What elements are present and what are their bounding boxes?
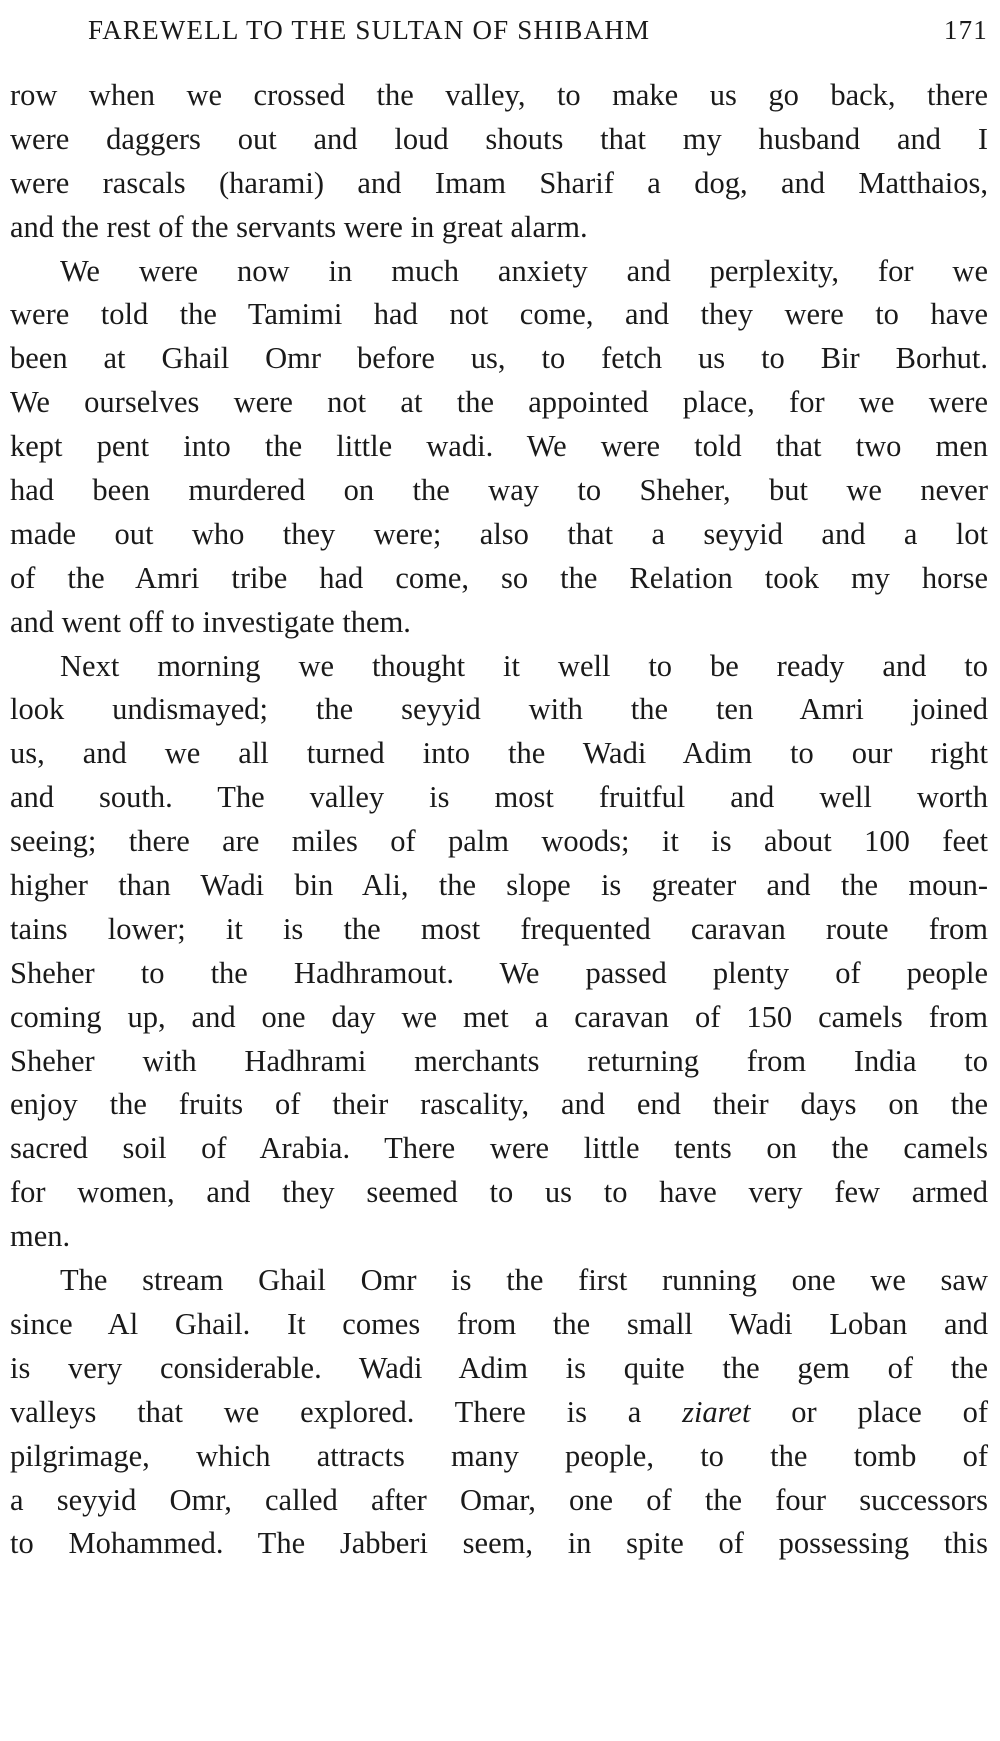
text-line: were daggers out and loud shouts that my husband and I <box>10 121 988 156</box>
text-line: us, and we all turned into the Wadi Adim to our right <box>10 736 988 771</box>
text-line: Next morning we thought it well to be ready and to <box>60 648 988 683</box>
text-segment: valleys that we explored. There is a <box>10 1394 642 1429</box>
text-line: enjoy the fruits of their rascality, and end their days on the <box>10 1087 988 1122</box>
text-line-with-italic <box>10 1391 988 1435</box>
text-line: were told the Tamimi had not come, and they were to have <box>10 297 988 332</box>
text-line: and went off to investigate them. <box>10 604 411 639</box>
text-segment: or place of <box>791 1394 989 1429</box>
text-line: sacred soil of Arabia. There were little tents on the camels <box>10 1131 988 1166</box>
text-line: kept pent into the little wadi. We were told that two men <box>10 429 988 464</box>
text-line: and south. The valley is most fruitful and well worth <box>10 780 988 815</box>
running-head <box>88 10 988 50</box>
text-line: look undismayed; the seyyid with the ten Amri joined <box>10 692 988 727</box>
text-line: had been murdered on the way to Sheher, but we never <box>10 473 988 508</box>
text-line: The stream Ghail Omr is the first running one we saw <box>60 1263 988 1298</box>
text-line: and the rest of the servants were in great alarm. <box>10 209 588 244</box>
text-line: to Mohammed. The Jabberi seem, in spite of possessing this <box>10 1526 988 1561</box>
running-title: FAREWELL TO THE SULTAN OF SHIBAHM <box>88 15 651 45</box>
body-text <box>10 74 988 1566</box>
text-line: been at Ghail Omr before us, to fetch us to Bir Borhut. <box>10 341 988 376</box>
text-line: seeing; there are miles of palm woods; it is about 100 feet <box>10 824 988 859</box>
text-line: is very considerable. Wadi Adim is quite the gem of the <box>10 1350 988 1385</box>
page-number: 171 <box>943 15 988 45</box>
text-line: a seyyid Omr, called after Omar, one of the four successors <box>10 1482 988 1517</box>
text-line: We were now in much anxiety and perplexity, for we <box>60 253 988 288</box>
text-line: since Al Ghail. It comes from the small Wadi Loban and <box>10 1306 988 1341</box>
text-line: We ourselves were not at the appointed place, for we were <box>10 385 988 420</box>
text-line: made out who they were; also that a seyyid and a lot <box>10 516 988 551</box>
text-line: Sheher to the Hadhramout. We passed plenty of people <box>10 955 988 990</box>
text-line: were rascals (harami) and Imam Sharif a dog, and Matthaios, <box>10 165 988 200</box>
text-line: coming up, and one day we met a caravan of 150 camels from <box>10 999 988 1034</box>
italic-term: ziaret <box>682 1394 751 1429</box>
text-line: of the Amri tribe had come, so the Relation took my horse <box>10 560 988 595</box>
text-line: Sheher with Hadhrami merchants returning from India to <box>10 1043 988 1078</box>
text-line: men. <box>10 1219 71 1254</box>
text-line: pilgrimage, which attracts many people, to the tomb of <box>10 1438 988 1473</box>
text-line: for women, and they seemed to us to have very few armed <box>10 1175 988 1210</box>
text-line: row when we crossed the valley, to make us go back, there <box>10 78 988 112</box>
text-line: higher than Wadi bin Ali, the slope is greater and the moun- <box>10 868 988 903</box>
text-line: tains lower; it is the most frequented caravan route from <box>10 911 988 946</box>
